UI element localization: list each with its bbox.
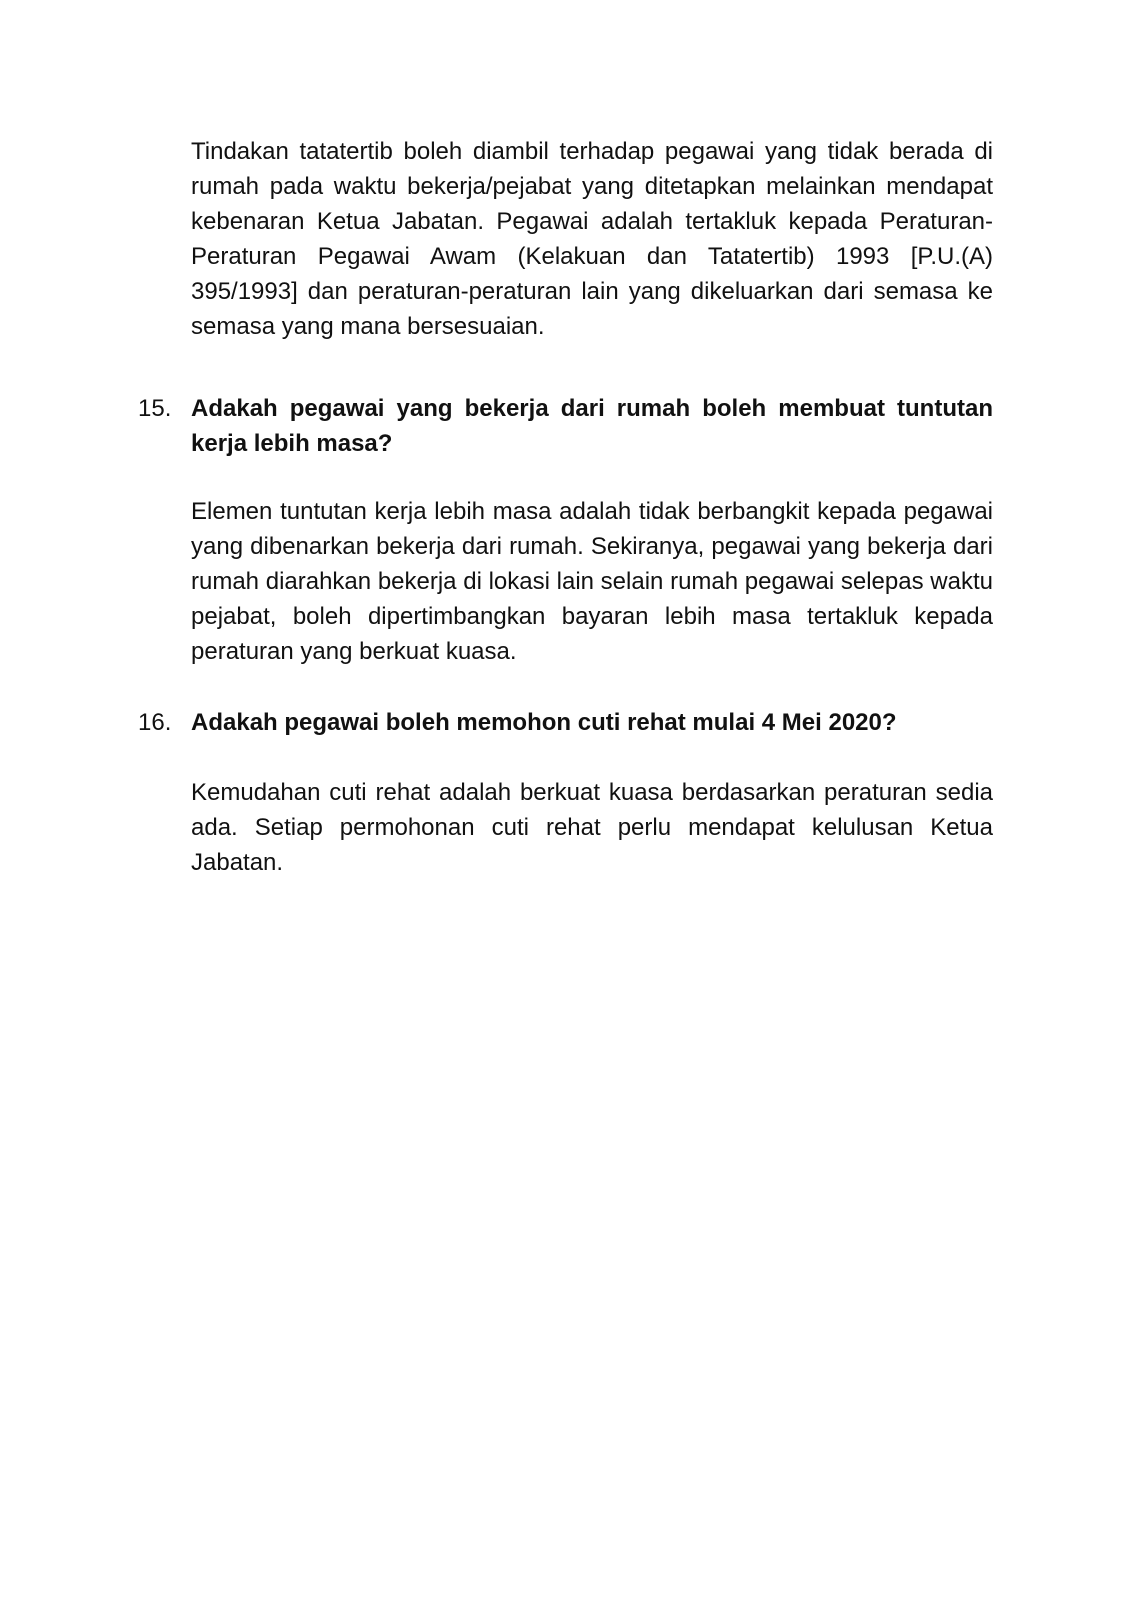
answer-15: Elemen tuntutan kerja lebih masa adalah tidak berbangkit kepada pegawai yang dibenarkan bekerja dari rumah. Sekiranya, pegawai yang bekerja dari rumah diarahkan bekerja di lokasi lain selain rumah pegawai selepas waktu pejabat, boleh dipertimbangkan bayaran lebih masa tertakluk kepada peraturan yang berkuat kuasa. [191, 498, 993, 665]
question-15: Adakah pegawai yang bekerja dari rumah boleh membuat tuntutan kerja lebih masa? [191, 395, 993, 457]
question-number-15: 15. [138, 395, 172, 422]
intro-paragraph: Tindakan tatatertib boleh diambil terhadap pegawai yang tidak berada di rumah pada waktu bekerja/pejabat yang ditetapkan melainkan mendapat kebenaran Ketua Jabatan. Pegawai adalah tertakluk kepada Peraturan-Peraturan Pegawai Awam (Kelakuan dan Tatatertib) 1993 [P.U.(A) 395/1993] dan peraturan-peraturan lain yang dikeluarkan dari semasa ke semasa yang mana bersesuaian. [191, 138, 993, 340]
question-number-16: 16. [138, 709, 172, 736]
answer-16: Kemudahan cuti rehat adalah berkuat kuasa berdasarkan peraturan sedia ada. Setiap permohonan cuti rehat perlu mendapat kelulusan Ketua Jabatan. [191, 779, 993, 876]
question-16: Adakah pegawai boleh memohon cuti rehat mulai 4 Mei 2020? [191, 709, 897, 736]
